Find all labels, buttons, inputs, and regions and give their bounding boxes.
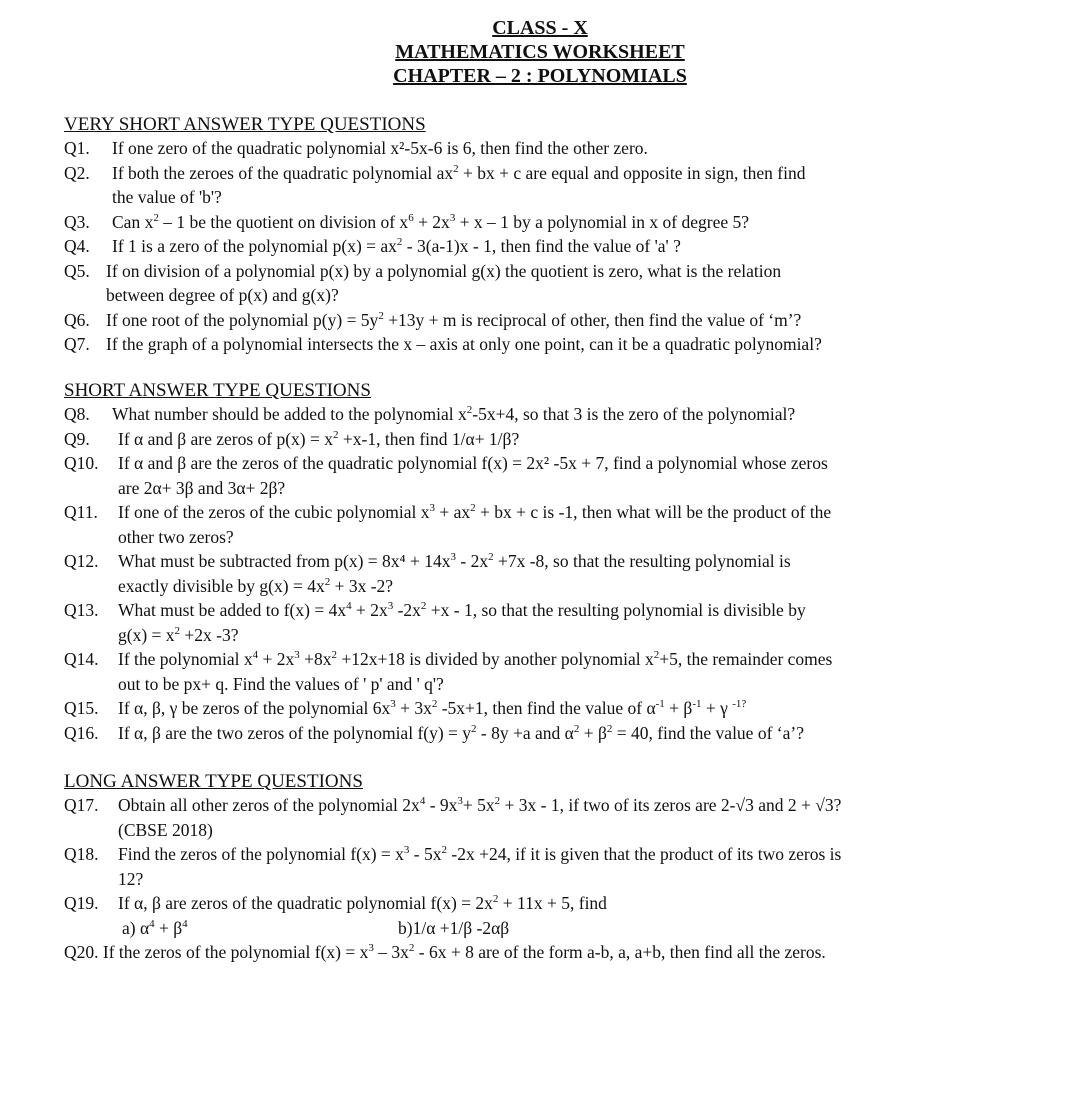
part-a: [122, 916, 398, 941]
question-q19: [64, 891, 1054, 940]
question-text-continued: (CBSE 2018): [118, 819, 213, 840]
question-number: Q1.: [64, 138, 90, 158]
question-q11: [64, 500, 1054, 549]
question-text: If one root of the polynomial p(y) = 5y: [106, 309, 379, 330]
question-text: = 40, find the value of ‘a’?: [612, 722, 804, 743]
question-text: Find the zeros of the polynomial f(x) = x: [118, 844, 404, 864]
exponent: 4: [149, 917, 155, 930]
question-q10: [64, 451, 1054, 500]
question-text: - 6x + 8 are of the form a-b, a, a+b, then find all the zeros.: [414, 942, 826, 962]
question-number: Q12.: [64, 551, 99, 571]
exponent: 2: [420, 600, 427, 613]
question-number: Q16.: [64, 722, 99, 743]
question-number: Q17.: [64, 795, 99, 815]
question-text: + β: [154, 917, 183, 938]
question-q18: [64, 842, 1054, 891]
question-q13: [64, 598, 1054, 647]
question-text: -2x +24, if it is given that the product of its two zeros is: [447, 844, 842, 864]
question-text: – 1 be the quotient on division of x: [158, 211, 409, 232]
question-number: Q5.: [64, 260, 90, 281]
question-q15: [64, 696, 1054, 721]
class-title: CLASS - X: [492, 17, 588, 39]
exponent: 2: [324, 575, 331, 588]
very-short-section: [64, 114, 1054, 357]
question-text: If on division of a polynomial p(x) by a polynomial g(x) the quotient is zero, what is the relation: [106, 260, 782, 281]
exponent: -1: [692, 698, 702, 711]
part-b: b)1/α +1/β -2αβ: [398, 917, 510, 938]
question-text: + 2x: [413, 211, 450, 232]
question-q9: [64, 427, 1054, 452]
question-text-continued: the value of 'b'?: [112, 187, 222, 207]
question-text: If the polynomial x: [118, 649, 253, 669]
question-text: Can x: [112, 211, 154, 232]
exponent: 2: [378, 309, 384, 322]
question-number: Q18.: [64, 844, 99, 864]
question-number: Q19.: [64, 893, 99, 913]
exponent: 2: [331, 649, 338, 662]
long-section: [64, 771, 1054, 965]
question-number: Q15.: [64, 698, 99, 718]
exponent: 2: [174, 624, 181, 637]
question-text: If α, β are the two zeros of the polynomial f(y) = y: [118, 722, 472, 743]
worksheet-header: [0, 16, 1080, 88]
question-parts: [118, 916, 1054, 941]
question-text: What number should be added to the polynomial x: [112, 404, 467, 424]
question-text-continued: other two zeros?: [118, 526, 234, 547]
question-q14: [64, 647, 1054, 696]
exponent: 2: [653, 649, 660, 662]
exponent: 3: [457, 795, 463, 808]
exponent: 2: [466, 404, 473, 417]
question-text: If α, β, γ be zeros of the polynomial 6x: [118, 698, 391, 718]
exponent: 3: [294, 649, 300, 662]
subject-title: MATHEMATICS WORKSHEET: [395, 41, 685, 63]
question-text: +8x: [299, 649, 332, 669]
question-text: + 11x + 5, find: [498, 893, 607, 913]
question-text-continued: [118, 574, 1054, 599]
exponent: 3: [368, 942, 374, 955]
question-q6: [64, 308, 1054, 333]
question-text-continued: are 2α+ 3β and 3α+ 2β?: [118, 477, 286, 498]
question-text: If the graph of a polynomial intersects the x – axis at only one point, can it be a quadratic polynomial?: [106, 334, 822, 354]
question-q2: [64, 161, 1054, 210]
exponent: 2: [333, 428, 339, 441]
question-text: -2x: [393, 600, 421, 620]
question-number: Q7.: [64, 334, 90, 354]
question-text-continued: between degree of p(x) and g(x)?: [106, 285, 339, 305]
exponent: 4: [182, 917, 188, 930]
question-number: Q2.: [64, 162, 90, 183]
exponent: 6: [408, 211, 414, 224]
question-text: +7x -8, so that the resulting polynomial is: [493, 551, 791, 571]
exponent: -1?: [732, 698, 747, 711]
question-text: - 5x: [409, 844, 442, 864]
question-text: If 1 is a zero of the polynomial p(x) = ax: [112, 236, 397, 256]
exponent: 3: [449, 211, 456, 224]
question-q5: [64, 259, 1054, 308]
question-number: Q14.: [64, 649, 99, 669]
question-number: Q20.: [64, 942, 99, 962]
question-text: + bx + c is -1, then what will be the product of the: [475, 502, 832, 522]
exponent: 4: [346, 600, 352, 613]
exponent: 2: [441, 844, 447, 857]
question-text: + 3x -2?: [330, 575, 394, 596]
question-text: - 3(a-1)x - 1, then find the value of 'a' ?: [402, 236, 681, 256]
exponent: 2: [494, 795, 501, 808]
question-number: Q9.: [64, 428, 90, 449]
question-text: What must be added to f(x) = 4x: [118, 600, 347, 620]
section-title: SHORT ANSWER TYPE QUESTIONS: [64, 380, 371, 401]
question-q3: [64, 210, 1054, 235]
question-text: + x – 1 by a polynomial in x of degree 5?: [455, 211, 750, 232]
question-text-continued: [118, 623, 1054, 648]
question-text: Obtain all other zeros of the polynomial 2x: [118, 795, 420, 815]
question-text: a) α: [122, 917, 150, 938]
question-q7: [64, 332, 1054, 357]
chapter-title: CHAPTER – 2 : POLYNOMIALS: [393, 65, 687, 87]
exponent: 2: [573, 722, 580, 735]
question-text: +5, the remainder comes: [659, 649, 833, 669]
question-number: Q11.: [64, 502, 98, 522]
question-text: + bx + c are equal and opposite in sign, then find: [458, 162, 806, 183]
question-number: Q13.: [64, 600, 99, 620]
question-text: exactly divisible by g(x) = 4x: [118, 575, 325, 596]
exponent: 3: [387, 600, 394, 613]
question-text: If α and β are the zeros of the quadratic polynomial f(x) = 2x² -5x + 7, find a polynomial whose zeros: [118, 453, 828, 473]
exponent: 3: [450, 551, 456, 564]
exponent: 3: [429, 502, 435, 515]
question-text: + β: [579, 722, 607, 743]
exponent: 2: [488, 551, 494, 564]
question-text: If the zeros of the polynomial f(x) = x: [102, 942, 369, 962]
exponent: 2: [606, 722, 613, 735]
question-text: If one of the zeros of the cubic polynomial x: [118, 502, 430, 522]
question-q16: [64, 721, 1054, 746]
question-text: +13y + m is reciprocal of other, then find the value of ‘m’?: [383, 309, 802, 330]
question-q8: [64, 402, 1054, 427]
exponent: 2: [453, 162, 459, 175]
question-text: + 3x - 1, if two of its zeros are 2-√3 and 2 + √3?: [500, 795, 842, 815]
question-q1: [64, 136, 1054, 161]
question-text-continued: 12?: [118, 868, 144, 889]
exponent: 3: [403, 844, 410, 857]
section-title: VERY SHORT ANSWER TYPE QUESTIONS: [64, 114, 426, 135]
exponent: 2: [431, 698, 438, 711]
question-text: If α, β are zeros of the quadratic polynomial f(x) = 2x: [118, 893, 493, 913]
question-number: Q4.: [64, 236, 90, 256]
question-number: Q10.: [64, 453, 99, 473]
question-q17: [64, 793, 1054, 842]
question-text: + γ: [701, 698, 733, 718]
question-text: +x-1, then find 1/α+ 1/β?: [338, 428, 520, 449]
question-number: Q6.: [64, 309, 90, 330]
question-text: - 8y +a and α: [476, 722, 574, 743]
question-text: + 3x: [395, 698, 432, 718]
section-title: LONG ANSWER TYPE QUESTIONS: [64, 771, 363, 792]
question-text: If one zero of the quadratic polynomial x²-5x-6 is 6, then find the other zero.: [112, 138, 648, 158]
exponent: 2: [396, 236, 403, 249]
question-text: -5x+1, then find the value of α: [437, 698, 656, 718]
question-q4: [64, 234, 1054, 259]
exponent: 2: [471, 722, 477, 735]
question-number: Q3.: [64, 211, 90, 232]
exponent: -1: [655, 698, 665, 711]
question-text: + 5x: [462, 795, 495, 815]
exponent: 3: [390, 698, 396, 711]
question-text: - 9x: [425, 795, 458, 815]
question-q20: [64, 940, 1054, 965]
question-text: What must be subtracted from p(x) = 8x⁴ + 14x: [118, 551, 451, 571]
question-text: If both the zeroes of the quadratic polynomial ax: [112, 162, 454, 183]
question-text: + ax: [435, 502, 471, 522]
question-text: – 3x: [373, 942, 409, 962]
exponent: 2: [492, 893, 499, 906]
question-text: + 2x: [351, 600, 388, 620]
exponent: 2: [153, 211, 159, 224]
exponent: 4: [252, 649, 259, 662]
exponent: 4: [419, 795, 426, 808]
question-text: +2x -3?: [180, 624, 239, 645]
question-text-continued: out to be px+ q. Find the values of ' p' and ' q'?: [118, 673, 444, 694]
question-q12: [64, 549, 1054, 598]
question-text: -5x+4, so that 3 is the zero of the polynomial?: [472, 404, 796, 424]
short-section: [64, 380, 1054, 745]
question-text: If α and β are zeros of p(x) = x: [118, 428, 334, 449]
question-text: + 2x: [258, 649, 295, 669]
question-text: +x - 1, so that the resulting polynomial is divisible by: [426, 600, 806, 620]
question-text: - 2x: [456, 551, 489, 571]
question-text: +12x+18 is divided by another polynomial x: [337, 649, 654, 669]
question-text: + β: [664, 698, 693, 718]
question-text: g(x) = x: [118, 624, 175, 645]
exponent: 2: [408, 942, 415, 955]
question-number: Q8.: [64, 404, 90, 424]
exponent: 2: [470, 502, 476, 515]
